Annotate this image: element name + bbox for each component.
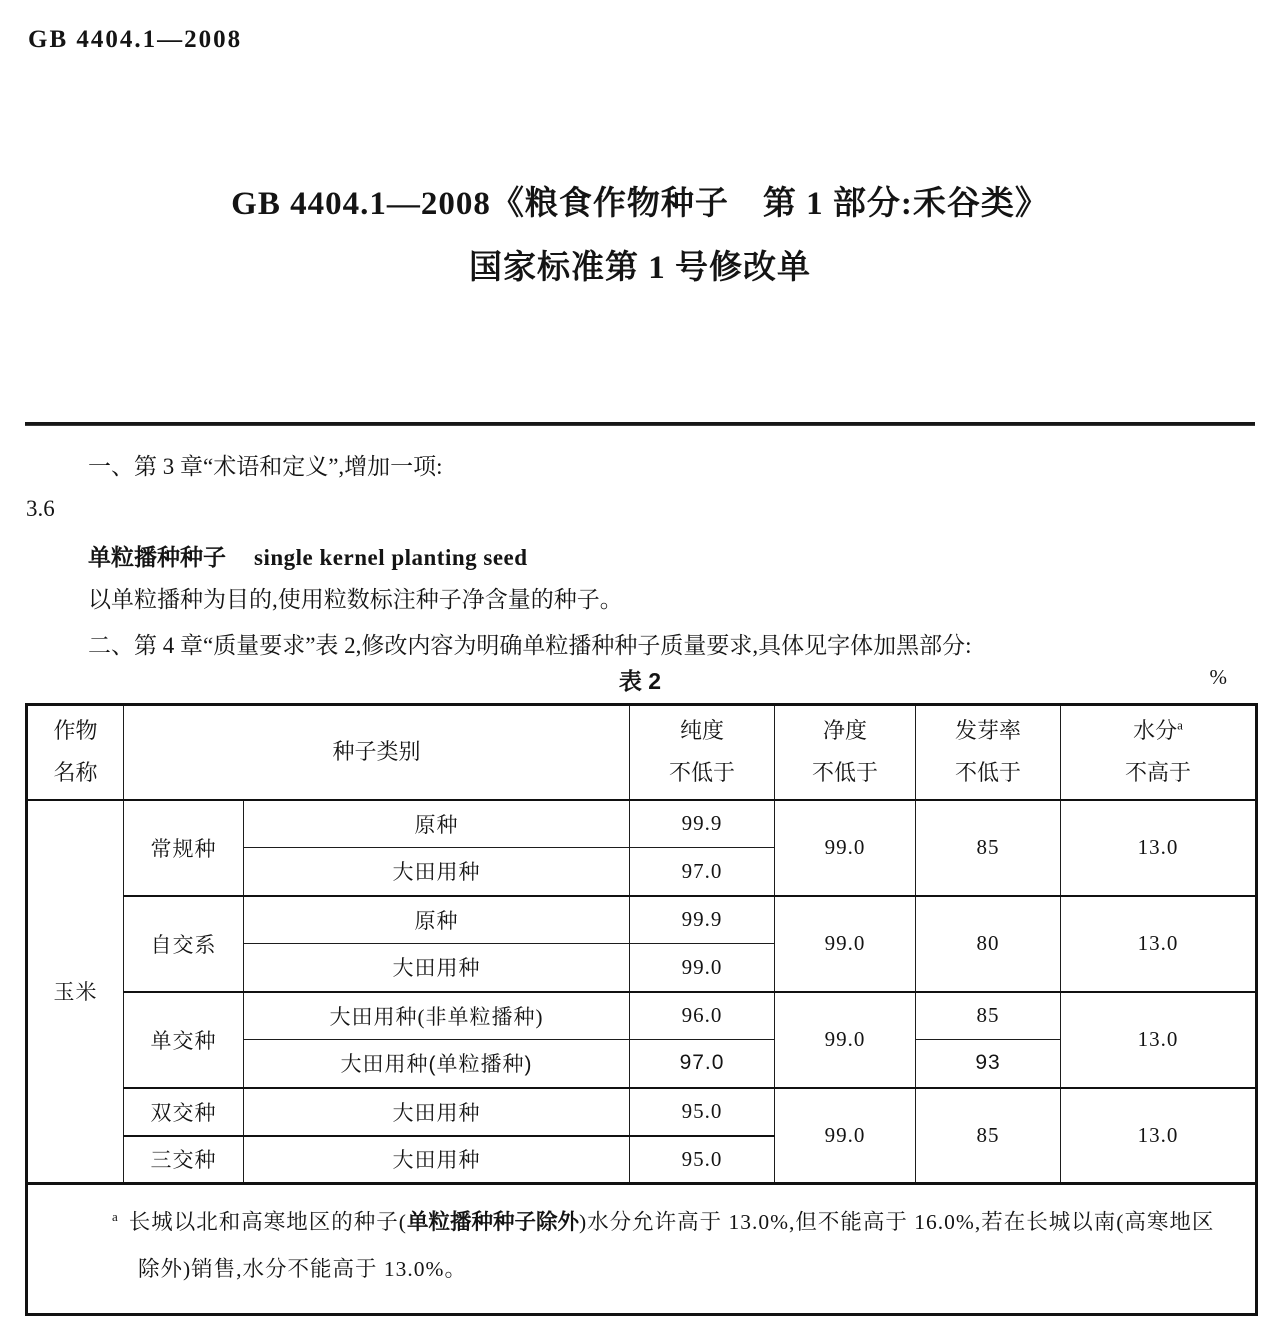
cell-cleanliness: 99.0 bbox=[775, 896, 916, 992]
cell-seed-class: 大田用种 bbox=[244, 1136, 630, 1184]
table-row bbox=[27, 1088, 1257, 1136]
title-line-1: GB 4404.1—2008《粮食作物种子 第 1 部分:禾谷类》 bbox=[231, 186, 1049, 222]
footnote-mark-a: a bbox=[112, 1208, 119, 1224]
cell-germination: 80 bbox=[916, 896, 1061, 992]
cell-purity: 95.0 bbox=[630, 1088, 775, 1136]
section-number: 3.6 bbox=[26, 496, 55, 521]
table-row bbox=[27, 992, 1257, 1040]
cell-seed-class: 大田用种 bbox=[244, 1088, 630, 1136]
term-english: single kernel planting seed bbox=[254, 545, 528, 570]
term-definition-heading bbox=[88, 539, 528, 572]
cell-moisture: 13.0 bbox=[1061, 992, 1257, 1088]
cell-subcategory: 自交系 bbox=[124, 896, 244, 992]
table-header-row bbox=[27, 705, 1257, 800]
cell-seed-class: 大田用种 bbox=[244, 848, 630, 896]
cell-purity: 97.0 bbox=[630, 848, 775, 896]
cell-subcategory: 常规种 bbox=[124, 800, 244, 896]
standard-number: GB 4404.1—2008 bbox=[28, 26, 243, 53]
footnote-bold-segment: 单粒播种种子除外 bbox=[406, 1210, 579, 1234]
cell-purity: 99.0 bbox=[630, 944, 775, 992]
cell-moisture: 13.0 bbox=[1061, 800, 1257, 896]
cell-subcategory: 单交种 bbox=[124, 992, 244, 1088]
cell-purity: 96.0 bbox=[630, 992, 775, 1040]
cell-purity: 99.9 bbox=[630, 800, 775, 848]
cell-purity-bold: 97.0 bbox=[630, 1040, 775, 1088]
document-title bbox=[0, 172, 1280, 300]
cell-cleanliness: 99.0 bbox=[775, 1088, 916, 1184]
title-line-2: 国家标准第 1 号修改单 bbox=[469, 250, 811, 286]
cell-subcategory: 双交种 bbox=[124, 1088, 244, 1136]
cell-crop-name: 玉米 bbox=[27, 800, 124, 1184]
quality-requirements-table bbox=[25, 703, 1258, 1316]
header-seed-class: 种子类别 bbox=[124, 705, 630, 800]
footnote-mark-a: a bbox=[1177, 717, 1183, 733]
amendment-item-2: 二、第 4 章“质量要求”表 2,修改内容为明确单粒播种种子质量要求,具体见字体加黑部分: bbox=[88, 633, 972, 658]
header-moisture: 水分$^a$ 不高于 bbox=[1061, 705, 1257, 800]
header-crop-name: 作物 名称 bbox=[27, 705, 124, 800]
cell-seed-class: 大田用种 bbox=[244, 944, 630, 992]
header-rule bbox=[25, 422, 1255, 426]
table-footnote-cell bbox=[27, 1184, 1257, 1315]
cell-germination: 85 bbox=[916, 1088, 1061, 1184]
cell-purity: 99.9 bbox=[630, 896, 775, 944]
table-row bbox=[27, 800, 1257, 848]
cell-moisture: 13.0 bbox=[1061, 1088, 1257, 1184]
cell-purity: 95.0 bbox=[630, 1136, 775, 1184]
cell-moisture: 13.0 bbox=[1061, 896, 1257, 992]
table-unit-percent: % bbox=[1209, 665, 1227, 689]
cell-germination: 85 bbox=[916, 992, 1061, 1040]
header-cleanliness: 净度 不低于 bbox=[775, 705, 916, 800]
cell-cleanliness: 99.0 bbox=[775, 800, 916, 896]
table-footnote-row bbox=[27, 1184, 1257, 1315]
cell-germination-bold: 93 bbox=[916, 1040, 1061, 1088]
header-purity: 纯度 不低于 bbox=[630, 705, 775, 800]
cell-subcategory: 三交种 bbox=[124, 1136, 244, 1184]
cell-seed-class: 原种 bbox=[244, 896, 630, 944]
table-caption-row bbox=[25, 663, 1255, 699]
header-germination: 发芽率 不低于 bbox=[916, 705, 1061, 800]
cell-seed-class-bold: 大田用种(单粒播种) bbox=[244, 1040, 630, 1088]
table-row bbox=[27, 896, 1257, 944]
cell-seed-class: 原种 bbox=[244, 800, 630, 848]
footnote-text: $^a$ 长城以北和高寒地区的种子(单粒播种种子除外)水分允许高于 13.0%,但不能高于 16.0%,若在长城以南(高寒地区除外)销售,水分不能高于 13.0%。 bbox=[112, 1208, 1215, 1281]
cell-germination: 85 bbox=[916, 800, 1061, 896]
term-chinese: 单粒播种种子 bbox=[88, 544, 226, 570]
amendment-item-1: 一、第 3 章“术语和定义”,增加一项: bbox=[88, 454, 443, 479]
cell-seed-class: 大田用种(非单粒播种) bbox=[244, 992, 630, 1040]
term-definition-body: 以单粒播种为目的,使用粒数标注种子净含量的种子。 bbox=[88, 587, 623, 612]
cell-cleanliness: 99.0 bbox=[775, 992, 916, 1088]
table-caption: 表 2 bbox=[618, 668, 662, 694]
